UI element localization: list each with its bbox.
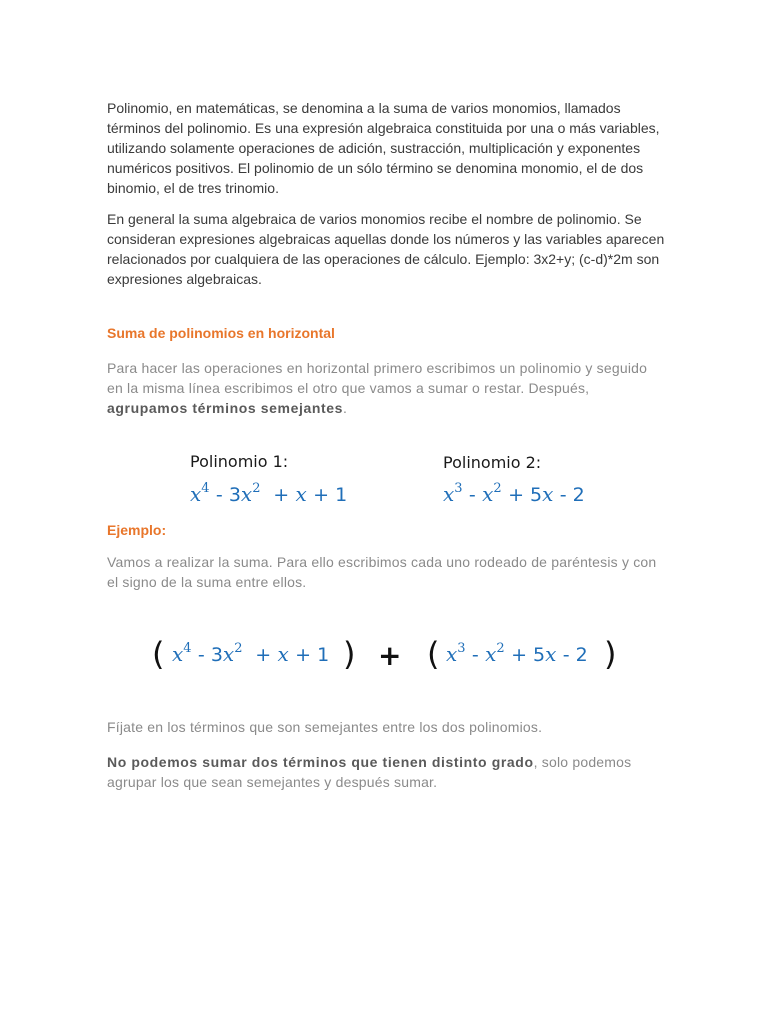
closing-text-rest: , solo podemos agrupar los que sean semejantes y después sumar. [107,754,632,790]
section-heading: Suma de polinomios en horizontal [107,325,335,341]
closing-text-bold: No podemos sumar dos términos que tienen distinto grado [107,754,534,770]
sum-polynomial-2: $x^3 - x^2 + 5x - 2$ [446,641,588,666]
section-text-end: . [343,400,348,416]
open-paren-1: ( [152,635,165,673]
section-text-start: Para hacer las operaciones en horizontal primero escribimos un polinomio y seguido en la misma línea escribimos el otro que vamos a sumar o restar. Después, [107,360,648,396]
section-text-bold: agrupamos términos semejantes [107,400,344,416]
closing-paragraph-1: Fíjate en los términos que son semejantes entre los dos polinomios. [107,719,543,735]
closing-paragraph-2 [107,752,667,792]
example-paragraph: Vamos a realizar la suma. Para ello escribimos cada uno rodeado de paréntesis y con el signo de la suma entre ellos. [107,554,657,590]
polynomial-2-expression: $x^3 - x^2 + 5x - 2$ [443,481,585,506]
sum-polynomial-1: $x^4 - 3x^2 + x + 1$ [172,641,330,666]
plus-sign: + [378,639,402,672]
open-paren-2: ( [427,635,440,673]
polynomial-1-label: Polinomio 1: [190,452,289,471]
intro-paragraph-2: En general la suma algebraica de varios monomios recibe el nombre de polinomio. Se consideran expresiones algebraicas aquellas donde los números y las variables aparecen relacionados por cualquiera de las operaciones de cálculo. Ejemplo: 3x2+y; (c-d)*2m son expresiones algebraicas. [107,211,665,287]
section-paragraph [107,358,667,418]
example-heading: Ejemplo: [107,522,167,538]
close-paren-2: ) [604,635,617,673]
intro-paragraph-1: Polinomio, en matemáticas, se denomina a la suma de varios monomios, llamados términos del polinomio. Es una expresión algebraica constituida por una o más variables, utilizando solamente operaciones de adición, sustracción, multiplicación y exponentes numéricos positivos. El polinomio de un sólo término se denomina monomio, el de dos binomio, el de tres trinomio. [107,100,660,196]
polynomial-1-expression: $x^4 - 3x^2 + x + 1$ [190,481,348,506]
close-paren-1: ) [343,635,356,673]
polynomial-2-label: Polinomio 2: [443,453,542,472]
